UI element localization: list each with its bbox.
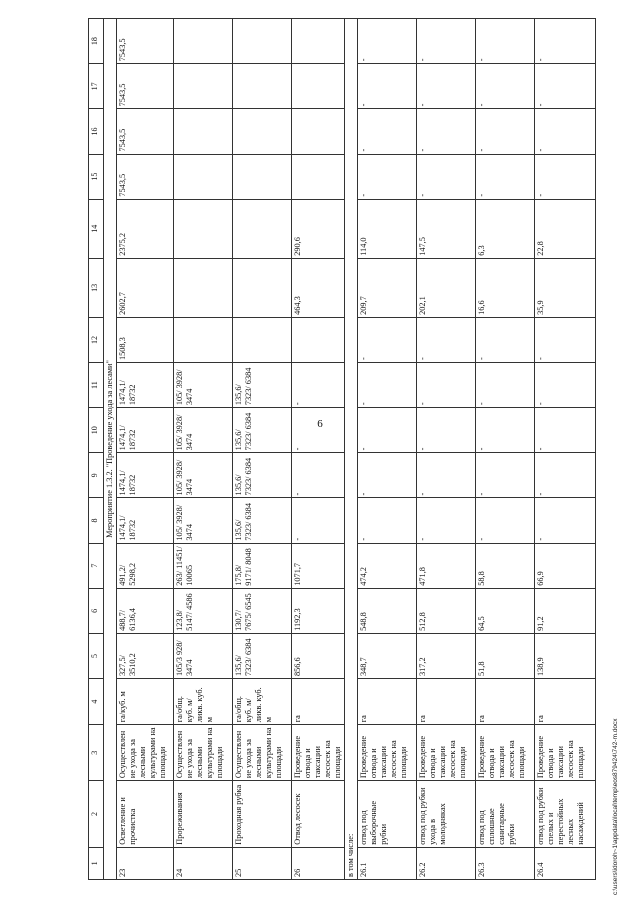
table-cell-c17: 7543,5 <box>117 64 174 109</box>
col-num: 17 <box>89 64 104 109</box>
col-num: 13 <box>89 258 104 317</box>
table-cell-c5: 348,7 <box>358 633 417 678</box>
subgroup-label: в том числе: <box>345 19 358 880</box>
col-num: 18 <box>89 19 104 64</box>
table-cell-c2: Проходная рубка <box>233 781 292 848</box>
col-num: 8 <box>89 498 104 543</box>
table-cell-c3: Проведение отвода и таксации лесосек на площади <box>535 725 596 781</box>
table-cell-c12 <box>233 317 292 362</box>
table-cell-c5: 135,6/ 7323/ 6384 <box>233 633 292 678</box>
table-cell-c6: 1192,3 <box>292 588 345 633</box>
table-cell-c3: Проведение отвода и таксации лесосек на площади <box>358 725 417 781</box>
table-cell-c16: - <box>535 109 596 154</box>
table-cell-c4: га <box>417 679 476 725</box>
table-cell-c3: Проведение отвода и таксации лесосек на площади <box>476 725 535 781</box>
table-row <box>174 19 233 880</box>
col-num: 16 <box>89 109 104 154</box>
table-cell-c17: - <box>535 64 596 109</box>
table-cell-c1: 23 <box>117 847 174 879</box>
table-cell-c17: - <box>476 64 535 109</box>
col-num: 3 <box>89 725 104 781</box>
table-cell-c4: га <box>358 679 417 725</box>
col-num: 2 <box>89 781 104 848</box>
table-cell-c18 <box>233 19 292 64</box>
table-cell-c18: - <box>358 19 417 64</box>
table-cell-c8: 105/ 3928/ 3474 <box>174 498 233 543</box>
table-cell-c7: 263/ 11451/ 10065 <box>174 543 233 588</box>
table-cell-c4: га/куб. м <box>117 679 174 725</box>
table-cell-c9: 105/ 3928/ 3474 <box>174 453 233 498</box>
activity-table <box>88 18 596 880</box>
table-cell-c12 <box>292 317 345 362</box>
table-cell-c10: 135,6/ 7323/ 6384 <box>233 408 292 453</box>
table-cell-c14: 290,6 <box>292 199 345 258</box>
col-num: 7 <box>89 543 104 588</box>
table-cell-c16: 7543,5 <box>117 109 174 154</box>
table-cell-c17 <box>174 64 233 109</box>
table-cell-c10: - <box>476 408 535 453</box>
table-cell-c7: 58,8 <box>476 543 535 588</box>
table-cell-c2: Прореживания <box>174 781 233 848</box>
table-cell-c2: отвод под выборочные рубки <box>358 781 417 848</box>
col-num: 4 <box>89 679 104 725</box>
col-num: 10 <box>89 408 104 453</box>
table-cell-c13 <box>174 258 233 317</box>
table-cell-c18 <box>292 19 345 64</box>
table-cell-c7: 175,8/ 9171/ 8048 <box>233 543 292 588</box>
table-cell-c8: - <box>417 498 476 543</box>
table-row <box>358 19 417 880</box>
col-num: 14 <box>89 199 104 258</box>
table-cell-c6: 123,8/ 5147/ 4586 <box>174 588 233 633</box>
table-cell-c18: 7543,5 <box>117 19 174 64</box>
table-cell-c15: - <box>358 154 417 199</box>
table-row <box>233 19 292 880</box>
table-cell-c10: - <box>535 408 596 453</box>
table-cell-c16 <box>174 109 233 154</box>
table-cell-c6: 130,7/ 7675/ 6545 <box>233 588 292 633</box>
table-cell-c14 <box>174 199 233 258</box>
footer-file-path: c:\users\idoroh~1\appdata\local\temp\eos879424\742-m.docx <box>612 718 619 895</box>
table-cell-c14: 114,0 <box>358 199 417 258</box>
table-row <box>292 19 345 880</box>
table-cell-c14 <box>233 199 292 258</box>
table-cell-c3: Осуществление ухода за лесными культурами на площади <box>174 725 233 781</box>
table-cell-c14: 147,5 <box>417 199 476 258</box>
table-cell-c16 <box>233 109 292 154</box>
table-cell-c6: 64,5 <box>476 588 535 633</box>
table-cell-c8: 1474,1/ 18732 <box>117 498 174 543</box>
table-cell-c10: 1474,1/ 18732 <box>117 408 174 453</box>
table-cell-c4: га/общ. куб. м/ликв. куб. м <box>233 679 292 725</box>
table-cell-c6: 512,8 <box>417 588 476 633</box>
table-cell-c7: 474,2 <box>358 543 417 588</box>
table-cell-c17 <box>292 64 345 109</box>
table-cell-c3: Осуществление ухода за лесными культурами на площади <box>117 725 174 781</box>
table-cell-c17: - <box>417 64 476 109</box>
col-num: 6 <box>89 588 104 633</box>
table-cell-c5: 317,2 <box>417 633 476 678</box>
table-cell-c4: га <box>292 679 345 725</box>
table-row <box>117 19 174 880</box>
table-cell-c5: 138,9 <box>535 633 596 678</box>
rotated-table-container <box>88 18 585 880</box>
table-cell-c18 <box>174 19 233 64</box>
table-cell-c1: 25 <box>233 847 292 879</box>
table-cell-c5: 51,8 <box>476 633 535 678</box>
table-cell-c6: 548,8 <box>358 588 417 633</box>
table-cell-c7: 491,2/ 5298,2 <box>117 543 174 588</box>
table-cell-c2: отвод под рубки ухода в молодняках <box>417 781 476 848</box>
col-num: 12 <box>89 317 104 362</box>
table-cell-c13: 2602,7 <box>117 258 174 317</box>
table-cell-c7: 1071,7 <box>292 543 345 588</box>
table-cell-c4: га/общ. куб. м/ликв. куб. м <box>174 679 233 725</box>
table-cell-c6: 91,2 <box>535 588 596 633</box>
table-row <box>417 19 476 880</box>
table-cell-c11: - <box>535 363 596 408</box>
table-cell-c13: 35,9 <box>535 258 596 317</box>
table-cell-c9: - <box>417 453 476 498</box>
table-cell-c15: - <box>476 154 535 199</box>
table-cell-c3: Проведение отвода и таксации лесосек на площади <box>417 725 476 781</box>
table-cell-c16 <box>292 109 345 154</box>
table-cell-c13 <box>233 258 292 317</box>
table-cell-c9: - <box>292 453 345 498</box>
col-num: 5 <box>89 633 104 678</box>
table-cell-c16: - <box>476 109 535 154</box>
table-cell-c15: - <box>417 154 476 199</box>
table-cell-c7: 471,8 <box>417 543 476 588</box>
table-cell-c6: 488,7/ 6136,4 <box>117 588 174 633</box>
table-cell-c9: - <box>476 453 535 498</box>
table-cell-c1: 26.2 <box>417 847 476 879</box>
table-cell-c17: - <box>358 64 417 109</box>
col-num: 11 <box>89 363 104 408</box>
table-cell-c12: - <box>358 317 417 362</box>
table-cell-c18: - <box>535 19 596 64</box>
table-cell-c7: 66,9 <box>535 543 596 588</box>
table-cell-c11: 135,6/ 7323/ 6384 <box>233 363 292 408</box>
table-cell-c12: 1508,3 <box>117 317 174 362</box>
table-cell-c11: 105/ 3928/ 3474 <box>174 363 233 408</box>
col-num: 9 <box>89 453 104 498</box>
col-num: 15 <box>89 154 104 199</box>
table-row <box>476 19 535 880</box>
table-cell-c10: - <box>358 408 417 453</box>
table-cell-c16: - <box>358 109 417 154</box>
table-cell-c5: 327,5/ 3510,2 <box>117 633 174 678</box>
table-cell-c2: отвод под сплошные санитарные рубки <box>476 781 535 848</box>
table-cell-c9: 1474,1/ 18732 <box>117 453 174 498</box>
table-cell-c11: - <box>358 363 417 408</box>
table-cell-c1: 24 <box>174 847 233 879</box>
table-cell-c3: Осуществление ухода за лесными культурами на площади <box>233 725 292 781</box>
table-cell-c15 <box>174 154 233 199</box>
table-cell-c13: 209,7 <box>358 258 417 317</box>
table-cell-c1: 26.1 <box>358 847 417 879</box>
table-cell-c4: га <box>476 679 535 725</box>
section-title: Мероприятие 1.3.2. "Проведение ухода за лесами" <box>104 19 117 880</box>
table-cell-c13: 202,1 <box>417 258 476 317</box>
table-cell-c15 <box>233 154 292 199</box>
table-cell-c11: - <box>417 363 476 408</box>
table-cell-c18: - <box>417 19 476 64</box>
table-cell-c1: 26 <box>292 847 345 879</box>
table-cell-c10: - <box>292 408 345 453</box>
table-cell-c18: - <box>476 19 535 64</box>
column-number-row <box>89 19 104 880</box>
table-cell-c8: - <box>535 498 596 543</box>
table-cell-c9: - <box>358 453 417 498</box>
table-cell-c12: - <box>535 317 596 362</box>
table-cell-c15 <box>292 154 345 199</box>
table-cell-c11: - <box>292 363 345 408</box>
col-num: 1 <box>89 847 104 879</box>
table-cell-c11: 1474,1/ 18732 <box>117 363 174 408</box>
table-cell-c8: 135,6/ 7323/ 6384 <box>233 498 292 543</box>
section-title-row <box>104 19 117 880</box>
table-cell-c9: - <box>535 453 596 498</box>
table-cell-c8: - <box>476 498 535 543</box>
table-cell-c1: 26.4 <box>535 847 596 879</box>
table-cell-c2: Осветление и прочистка <box>117 781 174 848</box>
table-cell-c14: 22,8 <box>535 199 596 258</box>
table-cell-c2: Отвод лесосек <box>292 781 345 848</box>
table-cell-c15: - <box>535 154 596 199</box>
table-cell-c2: отвод под рубки спелых и перестойных лесных насаждений <box>535 781 596 848</box>
table-cell-c5: 105/3 928/ 3474 <box>174 633 233 678</box>
table-cell-c8: - <box>292 498 345 543</box>
page-number: 6 <box>317 418 323 430</box>
table-cell-c17 <box>233 64 292 109</box>
table-cell-c4: га <box>535 679 596 725</box>
table-cell-c13: 16,6 <box>476 258 535 317</box>
table-cell-c11: - <box>476 363 535 408</box>
table-cell-c5: 856,6 <box>292 633 345 678</box>
table-cell-c10: 105/ 3928/ 3474 <box>174 408 233 453</box>
table-cell-c3: Проведение отвода и таксации лесосек на площади <box>292 725 345 781</box>
table-cell-c12: - <box>476 317 535 362</box>
table-cell-c9: 135,6/ 7323/ 6384 <box>233 453 292 498</box>
table-cell-c12 <box>174 317 233 362</box>
table-row <box>535 19 596 880</box>
table-cell-c14: 6,3 <box>476 199 535 258</box>
table-cell-c1: 26.3 <box>476 847 535 879</box>
table-cell-c8: - <box>358 498 417 543</box>
table-cell-c12: - <box>417 317 476 362</box>
table-cell-c13: 464,3 <box>292 258 345 317</box>
subgroup-label-row <box>345 19 358 880</box>
table-cell-c15: 7543,5 <box>117 154 174 199</box>
table-cell-c16: - <box>417 109 476 154</box>
table-cell-c14: 2375,2 <box>117 199 174 258</box>
table-cell-c10: - <box>417 408 476 453</box>
